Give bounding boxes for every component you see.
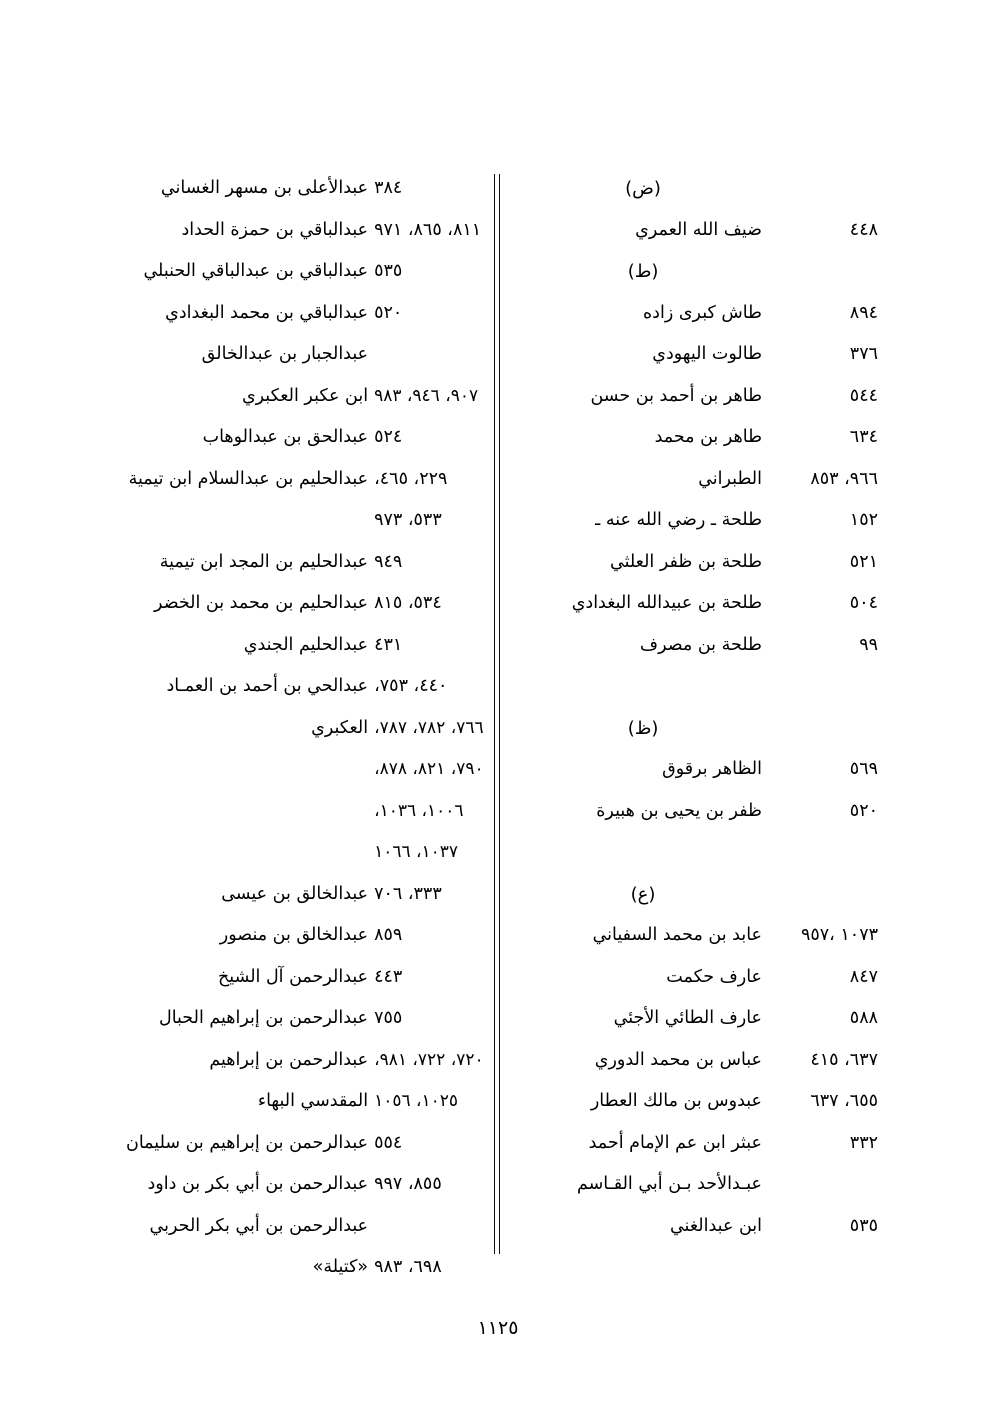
- index-label: طاهر بن محمد: [654, 427, 762, 447]
- index-label: ضيف الله العمري: [635, 219, 762, 240]
- index-entry: [520, 542, 878, 584]
- index-entry: [520, 957, 878, 999]
- index-number: ٣٣٣، ٧٠٦: [374, 883, 442, 904]
- index-number: ٥٣٤، ٨١٥: [374, 593, 442, 613]
- index-entry: [520, 749, 878, 791]
- index-label: عبدالرحمن بن أبي بكر بن داود: [147, 1174, 369, 1194]
- index-entry: [118, 583, 494, 625]
- index-number: ٨٥٥، ٩٩٧: [374, 1174, 442, 1194]
- index-number: ٦٣٧، ٤١٥: [810, 1049, 878, 1070]
- index-label: (ظ): [627, 717, 659, 739]
- index-number: ٣٣٢: [849, 1132, 878, 1153]
- index-label: طالوت اليهودي: [652, 344, 762, 364]
- index-label: عبدالرحمن بن إبراهيم: [209, 1049, 369, 1070]
- index-label: عبدالحق بن عبدالوهاب: [202, 427, 369, 447]
- index-entry: [118, 1040, 494, 1082]
- index-number: ٥٢١: [849, 551, 878, 572]
- index-entry: [118, 376, 494, 418]
- index-number: ٣٨٤: [374, 178, 403, 198]
- index-entry: [118, 417, 494, 459]
- index-label: عبدالرحمن بن إبراهيم الحبال: [158, 1008, 369, 1028]
- index-entry: [520, 998, 878, 1040]
- index-label: عبدالجبار بن عبدالخالق: [201, 344, 369, 364]
- index-label: عبدالخالق بن منصور: [219, 925, 369, 945]
- index-number: ٥٠٤: [849, 593, 878, 613]
- index-label: عبدالحليم بن المجد ابن تيمية: [159, 551, 369, 572]
- index-entry: [118, 666, 494, 708]
- index-label: عبدالحليم الجندي: [243, 634, 369, 655]
- index-number: ٢٢٩، ٤٦٥،: [374, 468, 448, 489]
- index-column-left: [118, 168, 508, 1277]
- index-number: ١٠٢٥، ١٠٥٦: [374, 1091, 459, 1111]
- index-label: طلحة بن ظفر العلثي: [609, 551, 762, 572]
- index-label: عبدالباقي بن حمزة الحداد: [181, 219, 369, 240]
- index-number: ٤٤٨: [849, 219, 878, 240]
- index-entry: [520, 915, 878, 957]
- index-entry-continuation: [118, 749, 494, 791]
- index-entry: [118, 1164, 494, 1206]
- index-label: طاهر بن أحمد بن حسن: [590, 385, 762, 406]
- index-entry: [520, 583, 878, 625]
- index-heading: [520, 874, 878, 916]
- index-label: عبدالخالق بن عيسى: [221, 883, 369, 904]
- index-entry: [520, 293, 878, 335]
- index-label: عبدالباقي بن عبدالباقي الحنبلي: [143, 261, 369, 281]
- index-label: عارف الطائي الأجئي: [613, 1008, 762, 1028]
- index-heading: [520, 251, 878, 293]
- index-label: طلحة بن عبيدالله البغدادي: [571, 593, 762, 613]
- index-label: (ع): [630, 883, 656, 905]
- index-number: ٧٦٦، ٧٨٢، ٧٨٧،: [374, 717, 484, 738]
- index-number: ٧٥٥: [374, 1008, 403, 1028]
- index-number: ٥٢٠: [374, 302, 403, 323]
- index-number: ٥٦٩: [849, 759, 878, 779]
- index-label: عبدالحليم بن عبدالسلام ابن تيمية: [128, 468, 369, 489]
- index-entry: [520, 791, 878, 833]
- index-number: ٥٣٥: [849, 1215, 878, 1236]
- index-number: ٥٣٥: [374, 261, 403, 281]
- index-entry: [118, 210, 494, 252]
- index-entry: [520, 210, 878, 252]
- index-label: عبدالرحمن بن إبراهيم بن سليمان: [126, 1132, 369, 1153]
- index-number: ٩٩: [859, 634, 878, 655]
- index-entry: [118, 957, 494, 999]
- index-label: (ط): [627, 261, 659, 282]
- index-entry: [118, 459, 494, 501]
- index-entry-continuation: [118, 1081, 494, 1123]
- index-number: ٦٣٤: [849, 427, 878, 447]
- index-label: عبدالرحمن بن أبي بكر الحربي: [149, 1215, 369, 1236]
- index-entry: [520, 376, 878, 418]
- index-label: الطبراني: [698, 468, 762, 489]
- index-number: ٥٢٤: [374, 427, 403, 447]
- index-number: ٤٤٣: [374, 966, 403, 987]
- index-label: عبثر ابن عم الإمام أحمد: [588, 1132, 762, 1153]
- index-entry-continuation: [118, 791, 494, 833]
- index-entry: [520, 417, 878, 459]
- index-entry: [520, 1206, 878, 1248]
- index-number: ١٥٢: [849, 510, 878, 530]
- page-number: ١١٢٥: [477, 1317, 519, 1339]
- index-label: ابن عبدالغني: [669, 1215, 762, 1236]
- index-label: «كتيلة»: [312, 1257, 369, 1277]
- index-number: ٦٥٥، ٦٣٧: [810, 1091, 878, 1111]
- index-label: عابد بن محمد السفياني: [592, 925, 762, 945]
- index-label: عارف حكمت: [666, 966, 762, 987]
- index-entry: [118, 1123, 494, 1165]
- index-entry: [118, 998, 494, 1040]
- index-number: ٦٩٨، ٩٨٣: [374, 1257, 442, 1277]
- index-number: ٤٣١: [374, 634, 403, 655]
- index-label: عبدالأعلى بن مسهر الغساني: [160, 178, 369, 198]
- index-label: الظاهر برقوق: [662, 759, 762, 779]
- index-entry-continuation: [118, 832, 494, 874]
- index-entry: [520, 500, 878, 542]
- index-label: طلحة ـ رضي الله عنه ـ: [595, 510, 762, 530]
- index-number: ٩٤٩: [374, 551, 403, 572]
- index-entry: [520, 1123, 878, 1165]
- index-entry-continuation: [118, 708, 494, 750]
- index-entry: [118, 542, 494, 584]
- index-entry: [520, 334, 878, 376]
- index-column-right: [508, 168, 878, 1248]
- index-number: ٩٠٧، ٩٤٦، ٩٨٣: [374, 385, 479, 406]
- index-number: ٥٥٤: [374, 1132, 403, 1153]
- index-label: عباس بن محمد الدوري: [594, 1049, 762, 1070]
- index-label: طلحة بن مصرف: [639, 634, 762, 655]
- index-entry-continuation: [118, 500, 494, 542]
- index-label: عبدوس بن مالك العطار: [590, 1091, 762, 1111]
- index-number: ٧٢٠، ٧٢٢، ٩٨١،: [374, 1049, 484, 1070]
- index-entry: [118, 168, 494, 210]
- index-number: ١٠٣٧، ١٠٦٦: [374, 842, 459, 862]
- index-number: ٨١١، ٨٦٥، ٩٧١: [374, 219, 482, 240]
- index-entry: [520, 625, 878, 667]
- index-entry: [118, 251, 494, 293]
- index-columns: [118, 168, 878, 1277]
- index-number: ٤٤٠، ٧٥٣،: [374, 676, 448, 696]
- index-entry: [118, 625, 494, 667]
- index-entry: [520, 459, 878, 501]
- index-label: ظفر بن يحيى بن هبيرة: [596, 800, 762, 821]
- index-label: عبدالرحمن آل الشيخ: [218, 966, 369, 987]
- index-spacer: [520, 832, 878, 874]
- index-entry: [118, 334, 494, 376]
- index-number: ٥٤٤: [849, 385, 878, 406]
- index-number: ٨٥٩: [374, 925, 403, 945]
- index-label: ابن عكبر العكبري: [241, 385, 369, 406]
- index-number: ٥٢٠: [849, 800, 878, 821]
- index-entry: [520, 1040, 878, 1082]
- index-number: ٨٩٤: [849, 302, 878, 323]
- index-entry: [520, 1164, 878, 1206]
- index-label: العكبري: [311, 717, 369, 738]
- index-label: عبدالحليم بن محمد بن الخضر: [154, 593, 369, 613]
- index-label: عبدالحي بن أحمد بن العمـاد: [166, 676, 369, 696]
- index-heading: [520, 168, 878, 210]
- index-number: ٥٣٣، ٩٧٣: [374, 510, 442, 530]
- index-number: ٧٩٠، ٨٢١، ٨٧٨،: [374, 759, 484, 779]
- index-number: ١٠٠٦، ١٠٣٦،: [374, 800, 464, 821]
- index-number: ٣٧٦: [849, 344, 878, 364]
- index-entry: [118, 1206, 494, 1248]
- index-entry: [520, 1081, 878, 1123]
- index-spacer: [520, 666, 878, 708]
- index-entry: [118, 293, 494, 335]
- index-heading: [520, 708, 878, 750]
- index-content: [118, 168, 878, 1277]
- index-number: ٩٦٦، ٨٥٣: [810, 468, 878, 489]
- index-label: عبـدالأحد بـن أبي القـاسم: [576, 1174, 762, 1194]
- index-entry: [118, 874, 494, 916]
- index-number: ١٠٧٣ ،٩٥٧: [800, 925, 878, 945]
- index-number: ٨٤٧: [849, 966, 878, 987]
- index-label: عبدالباقي بن محمد البغدادي: [165, 302, 369, 323]
- index-entry: [118, 915, 494, 957]
- index-entry: [118, 1247, 494, 1289]
- index-label: المقدسي البهاء: [257, 1091, 369, 1111]
- index-label: طاش كبرى زاده: [643, 302, 762, 323]
- index-number: ٥٨٨: [849, 1008, 878, 1028]
- index-label: (ض): [625, 178, 661, 199]
